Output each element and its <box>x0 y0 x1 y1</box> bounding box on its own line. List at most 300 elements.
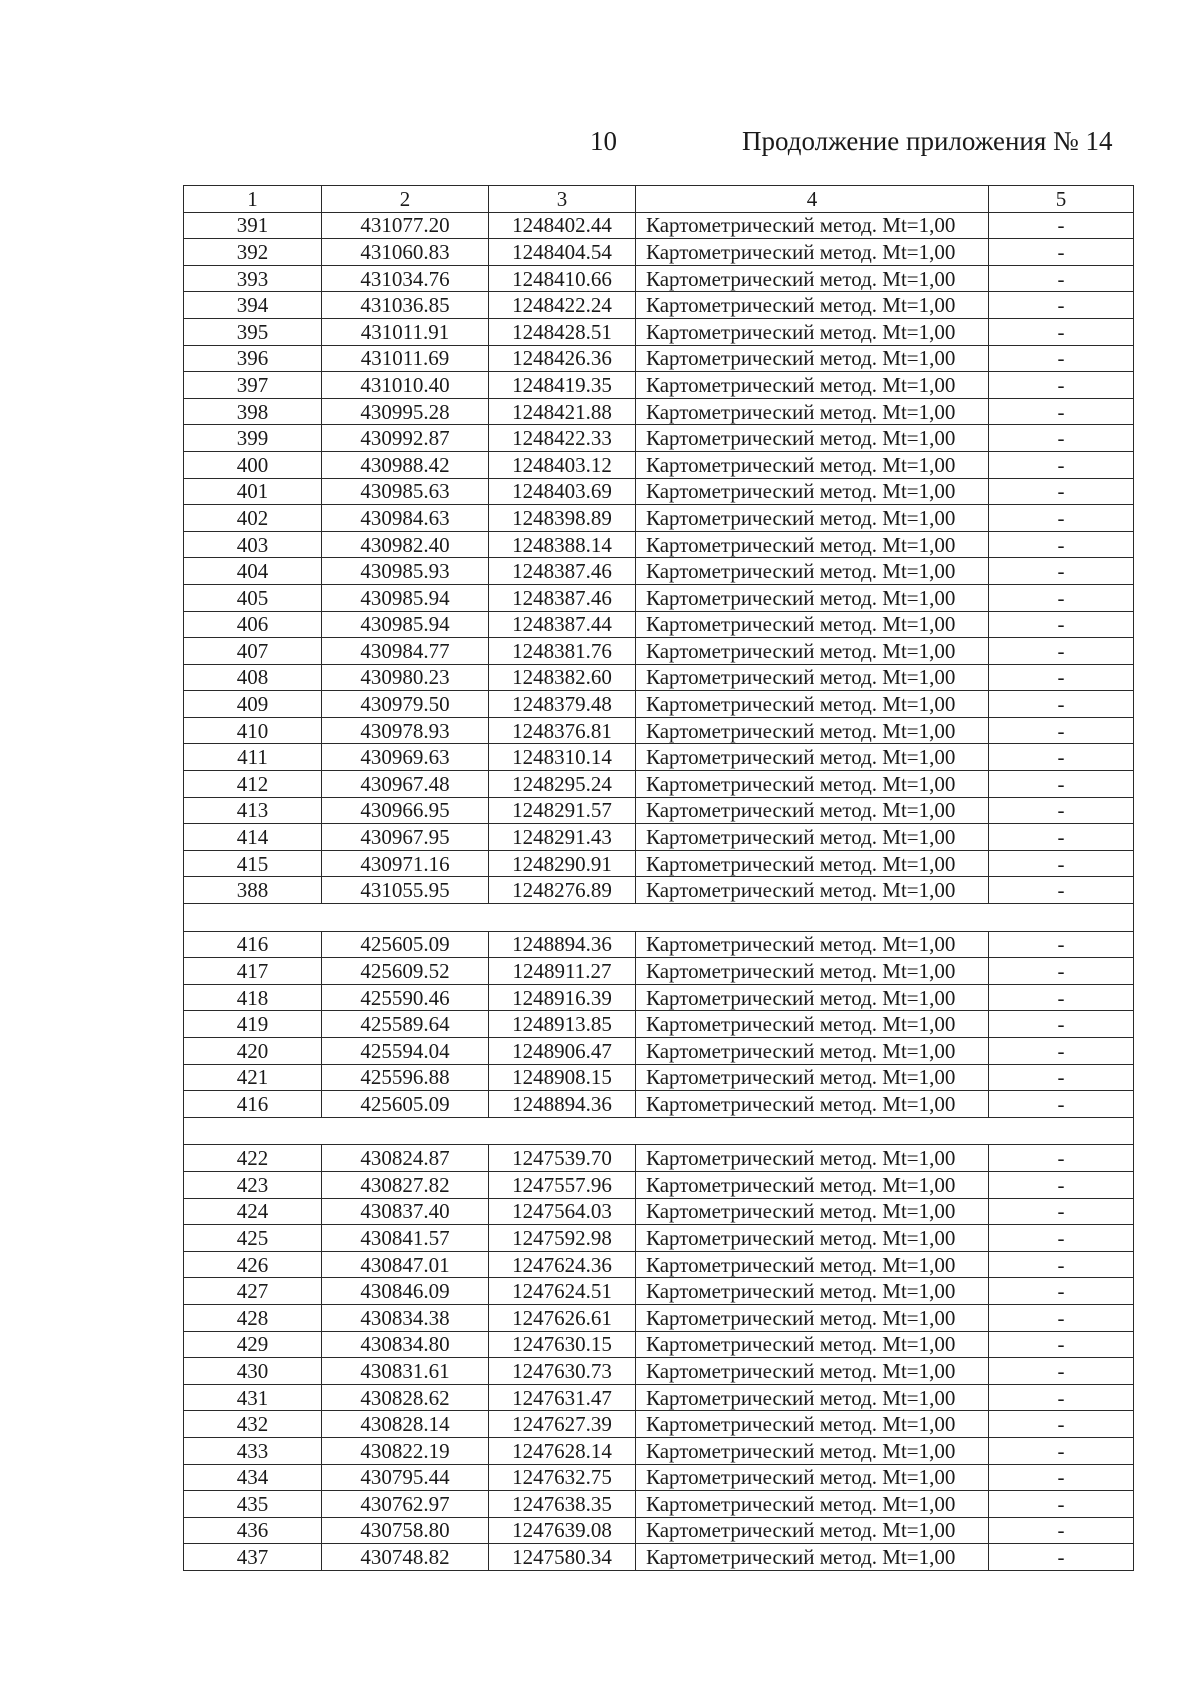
point-number-cell: 392 <box>184 239 322 266</box>
table-row <box>184 1331 1134 1358</box>
x-coordinate-cell: 430992.87 <box>322 425 489 452</box>
x-coordinate-cell: 430758.80 <box>322 1517 489 1544</box>
method-cell: Картометрический метод. Mt=1,00 <box>636 797 989 824</box>
table-row <box>184 797 1134 824</box>
note-cell: - <box>989 984 1134 1011</box>
x-coordinate-cell: 425596.88 <box>322 1064 489 1091</box>
point-number-cell: 414 <box>184 824 322 851</box>
column-header: 2 <box>322 186 489 213</box>
y-coordinate-cell: 1248422.33 <box>489 425 636 452</box>
table-row <box>184 1384 1134 1411</box>
table-row <box>184 478 1134 505</box>
x-coordinate-cell: 430837.40 <box>322 1198 489 1225</box>
note-cell: - <box>989 1251 1134 1278</box>
x-coordinate-cell: 430985.93 <box>322 558 489 585</box>
point-number-cell: 403 <box>184 531 322 558</box>
table-row <box>184 584 1134 611</box>
y-coordinate-cell: 1247557.96 <box>489 1171 636 1198</box>
y-coordinate-cell: 1248419.35 <box>489 372 636 399</box>
x-coordinate-cell: 431010.40 <box>322 372 489 399</box>
method-cell: Картометрический метод. Mt=1,00 <box>636 425 989 452</box>
note-cell: - <box>989 1358 1134 1385</box>
table-row <box>184 398 1134 425</box>
point-number-cell: 406 <box>184 611 322 638</box>
x-coordinate-cell: 430967.48 <box>322 771 489 798</box>
note-cell: - <box>989 292 1134 319</box>
column-header: 3 <box>489 186 636 213</box>
method-cell: Картометрический метод. Mt=1,00 <box>636 850 989 877</box>
y-coordinate-cell: 1247632.75 <box>489 1464 636 1491</box>
method-cell: Картометрический метод. Mt=1,00 <box>636 1411 989 1438</box>
table-row <box>184 1091 1134 1118</box>
x-coordinate-cell: 430984.77 <box>322 638 489 665</box>
table-row <box>184 558 1134 585</box>
note-cell: - <box>989 771 1134 798</box>
table-row <box>184 1411 1134 1438</box>
y-coordinate-cell: 1248410.66 <box>489 265 636 292</box>
point-number-cell: 434 <box>184 1464 322 1491</box>
table-row <box>184 1038 1134 1065</box>
y-coordinate-cell: 1248402.44 <box>489 212 636 239</box>
separator-cell <box>184 904 1134 932</box>
point-number-cell: 423 <box>184 1171 322 1198</box>
column-header: 5 <box>989 186 1134 213</box>
note-cell: - <box>989 877 1134 904</box>
x-coordinate-cell: 430847.01 <box>322 1251 489 1278</box>
x-coordinate-cell: 425605.09 <box>322 1091 489 1118</box>
x-coordinate-cell: 431060.83 <box>322 239 489 266</box>
note-cell: - <box>989 638 1134 665</box>
note-cell: - <box>989 958 1134 985</box>
method-cell: Картометрический метод. Mt=1,00 <box>636 1278 989 1305</box>
note-cell: - <box>989 1145 1134 1172</box>
table-row <box>184 717 1134 744</box>
table-row <box>184 1145 1134 1172</box>
table-row <box>184 425 1134 452</box>
separator-cell <box>184 1117 1134 1145</box>
table-row <box>184 345 1134 372</box>
method-cell: Картометрический метод. Mt=1,00 <box>636 1384 989 1411</box>
y-coordinate-cell: 1248310.14 <box>489 744 636 771</box>
point-number-cell: 404 <box>184 558 322 585</box>
x-coordinate-cell: 431034.76 <box>322 265 489 292</box>
table-separator-row <box>184 1117 1134 1145</box>
y-coordinate-cell: 1248894.36 <box>489 931 636 958</box>
note-cell: - <box>989 1171 1134 1198</box>
note-cell: - <box>989 425 1134 452</box>
table-row <box>184 931 1134 958</box>
x-coordinate-cell: 431011.69 <box>322 345 489 372</box>
method-cell: Картометрический метод. Mt=1,00 <box>636 1544 989 1571</box>
table-row <box>184 1064 1134 1091</box>
y-coordinate-cell: 1248381.76 <box>489 638 636 665</box>
point-number-cell: 413 <box>184 797 322 824</box>
table-row <box>184 1437 1134 1464</box>
table-row <box>184 1517 1134 1544</box>
method-cell: Картометрический метод. Mt=1,00 <box>636 1038 989 1065</box>
point-number-cell: 410 <box>184 717 322 744</box>
note-cell: - <box>989 1464 1134 1491</box>
table-row <box>184 824 1134 851</box>
note-cell: - <box>989 1091 1134 1118</box>
x-coordinate-cell: 430995.28 <box>322 398 489 425</box>
y-coordinate-cell: 1248387.44 <box>489 611 636 638</box>
point-number-cell: 393 <box>184 265 322 292</box>
coordinates-table <box>183 185 1134 1571</box>
note-cell: - <box>989 1038 1134 1065</box>
x-coordinate-cell: 430824.87 <box>322 1145 489 1172</box>
point-number-cell: 399 <box>184 425 322 452</box>
table-row <box>184 877 1134 904</box>
method-cell: Картометрический метод. Mt=1,00 <box>636 1304 989 1331</box>
column-header: 4 <box>636 186 989 213</box>
point-number-cell: 415 <box>184 850 322 877</box>
x-coordinate-cell: 430834.38 <box>322 1304 489 1331</box>
point-number-cell: 401 <box>184 478 322 505</box>
method-cell: Картометрический метод. Mt=1,00 <box>636 1491 989 1518</box>
point-number-cell: 422 <box>184 1145 322 1172</box>
method-cell: Картометрический метод. Mt=1,00 <box>636 558 989 585</box>
method-cell: Картометрический метод. Mt=1,00 <box>636 1437 989 1464</box>
note-cell: - <box>989 318 1134 345</box>
table-row <box>184 611 1134 638</box>
table-row <box>184 1464 1134 1491</box>
point-number-cell: 400 <box>184 451 322 478</box>
y-coordinate-cell: 1247628.14 <box>489 1437 636 1464</box>
method-cell: Картометрический метод. Mt=1,00 <box>636 505 989 532</box>
point-number-cell: 402 <box>184 505 322 532</box>
table-header-row <box>184 186 1134 213</box>
point-number-cell: 436 <box>184 1517 322 1544</box>
table-separator-row <box>184 904 1134 932</box>
y-coordinate-cell: 1248404.54 <box>489 239 636 266</box>
note-cell: - <box>989 558 1134 585</box>
y-coordinate-cell: 1248906.47 <box>489 1038 636 1065</box>
point-number-cell: 394 <box>184 292 322 319</box>
table-row <box>184 1358 1134 1385</box>
y-coordinate-cell: 1248422.24 <box>489 292 636 319</box>
table-row <box>184 984 1134 1011</box>
method-cell: Картометрический метод. Mt=1,00 <box>636 717 989 744</box>
point-number-cell: 416 <box>184 931 322 958</box>
table-row <box>184 850 1134 877</box>
point-number-cell: 395 <box>184 318 322 345</box>
y-coordinate-cell: 1248291.57 <box>489 797 636 824</box>
point-number-cell: 388 <box>184 877 322 904</box>
note-cell: - <box>989 691 1134 718</box>
note-cell: - <box>989 611 1134 638</box>
method-cell: Картометрический метод. Mt=1,00 <box>636 398 989 425</box>
table-row <box>184 1171 1134 1198</box>
note-cell: - <box>989 1331 1134 1358</box>
method-cell: Картометрический метод. Mt=1,00 <box>636 824 989 851</box>
x-coordinate-cell: 430985.94 <box>322 584 489 611</box>
x-coordinate-cell: 430834.80 <box>322 1331 489 1358</box>
y-coordinate-cell: 1247539.70 <box>489 1145 636 1172</box>
x-coordinate-cell: 430966.95 <box>322 797 489 824</box>
method-cell: Картометрический метод. Mt=1,00 <box>636 691 989 718</box>
point-number-cell: 391 <box>184 212 322 239</box>
point-number-cell: 416 <box>184 1091 322 1118</box>
x-coordinate-cell: 430988.42 <box>322 451 489 478</box>
note-cell: - <box>989 505 1134 532</box>
x-coordinate-cell: 430828.14 <box>322 1411 489 1438</box>
x-coordinate-cell: 430971.16 <box>322 850 489 877</box>
note-cell: - <box>989 1011 1134 1038</box>
method-cell: Картометрический метод. Mt=1,00 <box>636 877 989 904</box>
table-row <box>184 318 1134 345</box>
note-cell: - <box>989 1411 1134 1438</box>
table-row <box>184 372 1134 399</box>
table-row <box>184 505 1134 532</box>
method-cell: Картометрический метод. Mt=1,00 <box>636 239 989 266</box>
note-cell: - <box>989 1491 1134 1518</box>
method-cell: Картометрический метод. Mt=1,00 <box>636 1171 989 1198</box>
y-coordinate-cell: 1248387.46 <box>489 584 636 611</box>
method-cell: Картометрический метод. Mt=1,00 <box>636 931 989 958</box>
x-coordinate-cell: 425590.46 <box>322 984 489 1011</box>
method-cell: Картометрический метод. Mt=1,00 <box>636 664 989 691</box>
x-coordinate-cell: 430980.23 <box>322 664 489 691</box>
point-number-cell: 429 <box>184 1331 322 1358</box>
note-cell: - <box>989 1304 1134 1331</box>
point-number-cell: 421 <box>184 1064 322 1091</box>
note-cell: - <box>989 1064 1134 1091</box>
x-coordinate-cell: 430795.44 <box>322 1464 489 1491</box>
x-coordinate-cell: 430827.82 <box>322 1171 489 1198</box>
table-row <box>184 1491 1134 1518</box>
table-row <box>184 1011 1134 1038</box>
method-cell: Картометрический метод. Mt=1,00 <box>636 958 989 985</box>
x-coordinate-cell: 430985.94 <box>322 611 489 638</box>
x-coordinate-cell: 431011.91 <box>322 318 489 345</box>
note-cell: - <box>989 1198 1134 1225</box>
table-row <box>184 958 1134 985</box>
note-cell: - <box>989 1384 1134 1411</box>
y-coordinate-cell: 1248916.39 <box>489 984 636 1011</box>
note-cell: - <box>989 717 1134 744</box>
y-coordinate-cell: 1248908.15 <box>489 1064 636 1091</box>
method-cell: Картометрический метод. Mt=1,00 <box>636 292 989 319</box>
table-row <box>184 265 1134 292</box>
note-cell: - <box>989 744 1134 771</box>
note-cell: - <box>989 265 1134 292</box>
point-number-cell: 424 <box>184 1198 322 1225</box>
method-cell: Картометрический метод. Mt=1,00 <box>636 372 989 399</box>
table-row <box>184 1278 1134 1305</box>
method-cell: Картометрический метод. Mt=1,00 <box>636 1251 989 1278</box>
point-number-cell: 419 <box>184 1011 322 1038</box>
y-coordinate-cell: 1247592.98 <box>489 1225 636 1252</box>
y-coordinate-cell: 1248295.24 <box>489 771 636 798</box>
method-cell: Картометрический метод. Mt=1,00 <box>636 531 989 558</box>
x-coordinate-cell: 430967.95 <box>322 824 489 851</box>
x-coordinate-cell: 431055.95 <box>322 877 489 904</box>
method-cell: Картометрический метод. Mt=1,00 <box>636 451 989 478</box>
y-coordinate-cell: 1247639.08 <box>489 1517 636 1544</box>
note-cell: - <box>989 1544 1134 1571</box>
x-coordinate-cell: 430969.63 <box>322 744 489 771</box>
method-cell: Картометрический метод. Mt=1,00 <box>636 1517 989 1544</box>
point-number-cell: 427 <box>184 1278 322 1305</box>
x-coordinate-cell: 430748.82 <box>322 1544 489 1571</box>
note-cell: - <box>989 1517 1134 1544</box>
note-cell: - <box>989 372 1134 399</box>
table-row <box>184 691 1134 718</box>
y-coordinate-cell: 1248388.14 <box>489 531 636 558</box>
x-coordinate-cell: 430979.50 <box>322 691 489 718</box>
point-number-cell: 396 <box>184 345 322 372</box>
note-cell: - <box>989 584 1134 611</box>
method-cell: Картометрический метод. Mt=1,00 <box>636 771 989 798</box>
point-number-cell: 408 <box>184 664 322 691</box>
point-number-cell: 417 <box>184 958 322 985</box>
note-cell: - <box>989 1278 1134 1305</box>
method-cell: Картометрический метод. Mt=1,00 <box>636 584 989 611</box>
table-row <box>184 292 1134 319</box>
note-cell: - <box>989 797 1134 824</box>
table-row <box>184 1544 1134 1571</box>
y-coordinate-cell: 1248376.81 <box>489 717 636 744</box>
y-coordinate-cell: 1248398.89 <box>489 505 636 532</box>
point-number-cell: 418 <box>184 984 322 1011</box>
point-number-cell: 412 <box>184 771 322 798</box>
y-coordinate-cell: 1247630.15 <box>489 1331 636 1358</box>
y-coordinate-cell: 1248382.60 <box>489 664 636 691</box>
note-cell: - <box>989 931 1134 958</box>
method-cell: Картометрический метод. Mt=1,00 <box>636 212 989 239</box>
x-coordinate-cell: 430762.97 <box>322 1491 489 1518</box>
y-coordinate-cell: 1247627.39 <box>489 1411 636 1438</box>
method-cell: Картометрический метод. Mt=1,00 <box>636 1011 989 1038</box>
x-coordinate-cell: 430822.19 <box>322 1437 489 1464</box>
point-number-cell: 426 <box>184 1251 322 1278</box>
x-coordinate-cell: 425594.04 <box>322 1038 489 1065</box>
method-cell: Картометрический метод. Mt=1,00 <box>636 1091 989 1118</box>
table-row <box>184 638 1134 665</box>
note-cell: - <box>989 478 1134 505</box>
point-number-cell: 420 <box>184 1038 322 1065</box>
note-cell: - <box>989 1437 1134 1464</box>
point-number-cell: 405 <box>184 584 322 611</box>
y-coordinate-cell: 1248291.43 <box>489 824 636 851</box>
method-cell: Картометрический метод. Mt=1,00 <box>636 478 989 505</box>
x-coordinate-cell: 425589.64 <box>322 1011 489 1038</box>
note-cell: - <box>989 451 1134 478</box>
point-number-cell: 397 <box>184 372 322 399</box>
note-cell: - <box>989 345 1134 372</box>
y-coordinate-cell: 1248428.51 <box>489 318 636 345</box>
y-coordinate-cell: 1248403.12 <box>489 451 636 478</box>
y-coordinate-cell: 1248426.36 <box>489 345 636 372</box>
x-coordinate-cell: 430985.63 <box>322 478 489 505</box>
x-coordinate-cell: 431077.20 <box>322 212 489 239</box>
x-coordinate-cell: 431036.85 <box>322 292 489 319</box>
table-row <box>184 1225 1134 1252</box>
y-coordinate-cell: 1248894.36 <box>489 1091 636 1118</box>
y-coordinate-cell: 1248911.27 <box>489 958 636 985</box>
point-number-cell: 425 <box>184 1225 322 1252</box>
x-coordinate-cell: 425605.09 <box>322 931 489 958</box>
point-number-cell: 435 <box>184 1491 322 1518</box>
note-cell: - <box>989 1225 1134 1252</box>
table-row <box>184 531 1134 558</box>
point-number-cell: 431 <box>184 1384 322 1411</box>
note-cell: - <box>989 824 1134 851</box>
x-coordinate-cell: 425609.52 <box>322 958 489 985</box>
table-row <box>184 771 1134 798</box>
note-cell: - <box>989 239 1134 266</box>
method-cell: Картометрический метод. Mt=1,00 <box>636 1464 989 1491</box>
y-coordinate-cell: 1248421.88 <box>489 398 636 425</box>
table-row <box>184 744 1134 771</box>
table-row <box>184 451 1134 478</box>
method-cell: Картометрический метод. Mt=1,00 <box>636 638 989 665</box>
page-heading: Продолжение приложения № 14 <box>742 126 1113 156</box>
x-coordinate-cell: 430841.57 <box>322 1225 489 1252</box>
y-coordinate-cell: 1247631.47 <box>489 1384 636 1411</box>
method-cell: Картометрический метод. Mt=1,00 <box>636 318 989 345</box>
y-coordinate-cell: 1247624.51 <box>489 1278 636 1305</box>
note-cell: - <box>989 531 1134 558</box>
note-cell: - <box>989 850 1134 877</box>
x-coordinate-cell: 430978.93 <box>322 717 489 744</box>
point-number-cell: 407 <box>184 638 322 665</box>
x-coordinate-cell: 430982.40 <box>322 531 489 558</box>
point-number-cell: 398 <box>184 398 322 425</box>
point-number-cell: 409 <box>184 691 322 718</box>
table-row <box>184 664 1134 691</box>
method-cell: Картометрический метод. Mt=1,00 <box>636 1064 989 1091</box>
y-coordinate-cell: 1247580.34 <box>489 1544 636 1571</box>
note-cell: - <box>989 664 1134 691</box>
y-coordinate-cell: 1247630.73 <box>489 1358 636 1385</box>
method-cell: Картометрический метод. Mt=1,00 <box>636 744 989 771</box>
y-coordinate-cell: 1247638.35 <box>489 1491 636 1518</box>
table-row <box>184 1304 1134 1331</box>
method-cell: Картометрический метод. Mt=1,00 <box>636 611 989 638</box>
point-number-cell: 437 <box>184 1544 322 1571</box>
table-row <box>184 1251 1134 1278</box>
method-cell: Картометрический метод. Mt=1,00 <box>636 1225 989 1252</box>
y-coordinate-cell: 1248290.91 <box>489 850 636 877</box>
y-coordinate-cell: 1248387.46 <box>489 558 636 585</box>
y-coordinate-cell: 1247564.03 <box>489 1198 636 1225</box>
point-number-cell: 411 <box>184 744 322 771</box>
method-cell: Картометрический метод. Mt=1,00 <box>636 265 989 292</box>
method-cell: Картометрический метод. Mt=1,00 <box>636 1358 989 1385</box>
table-row <box>184 212 1134 239</box>
y-coordinate-cell: 1247626.61 <box>489 1304 636 1331</box>
x-coordinate-cell: 430984.63 <box>322 505 489 532</box>
y-coordinate-cell: 1248379.48 <box>489 691 636 718</box>
coordinates-table-body <box>184 186 1134 1571</box>
x-coordinate-cell: 430828.62 <box>322 1384 489 1411</box>
method-cell: Картометрический метод. Mt=1,00 <box>636 1145 989 1172</box>
point-number-cell: 432 <box>184 1411 322 1438</box>
method-cell: Картометрический метод. Mt=1,00 <box>636 984 989 1011</box>
method-cell: Картометрический метод. Mt=1,00 <box>636 1331 989 1358</box>
point-number-cell: 428 <box>184 1304 322 1331</box>
x-coordinate-cell: 430846.09 <box>322 1278 489 1305</box>
point-number-cell: 433 <box>184 1437 322 1464</box>
y-coordinate-cell: 1248276.89 <box>489 877 636 904</box>
x-coordinate-cell: 430831.61 <box>322 1358 489 1385</box>
note-cell: - <box>989 212 1134 239</box>
column-header: 1 <box>184 186 322 213</box>
note-cell: - <box>989 398 1134 425</box>
y-coordinate-cell: 1248913.85 <box>489 1011 636 1038</box>
